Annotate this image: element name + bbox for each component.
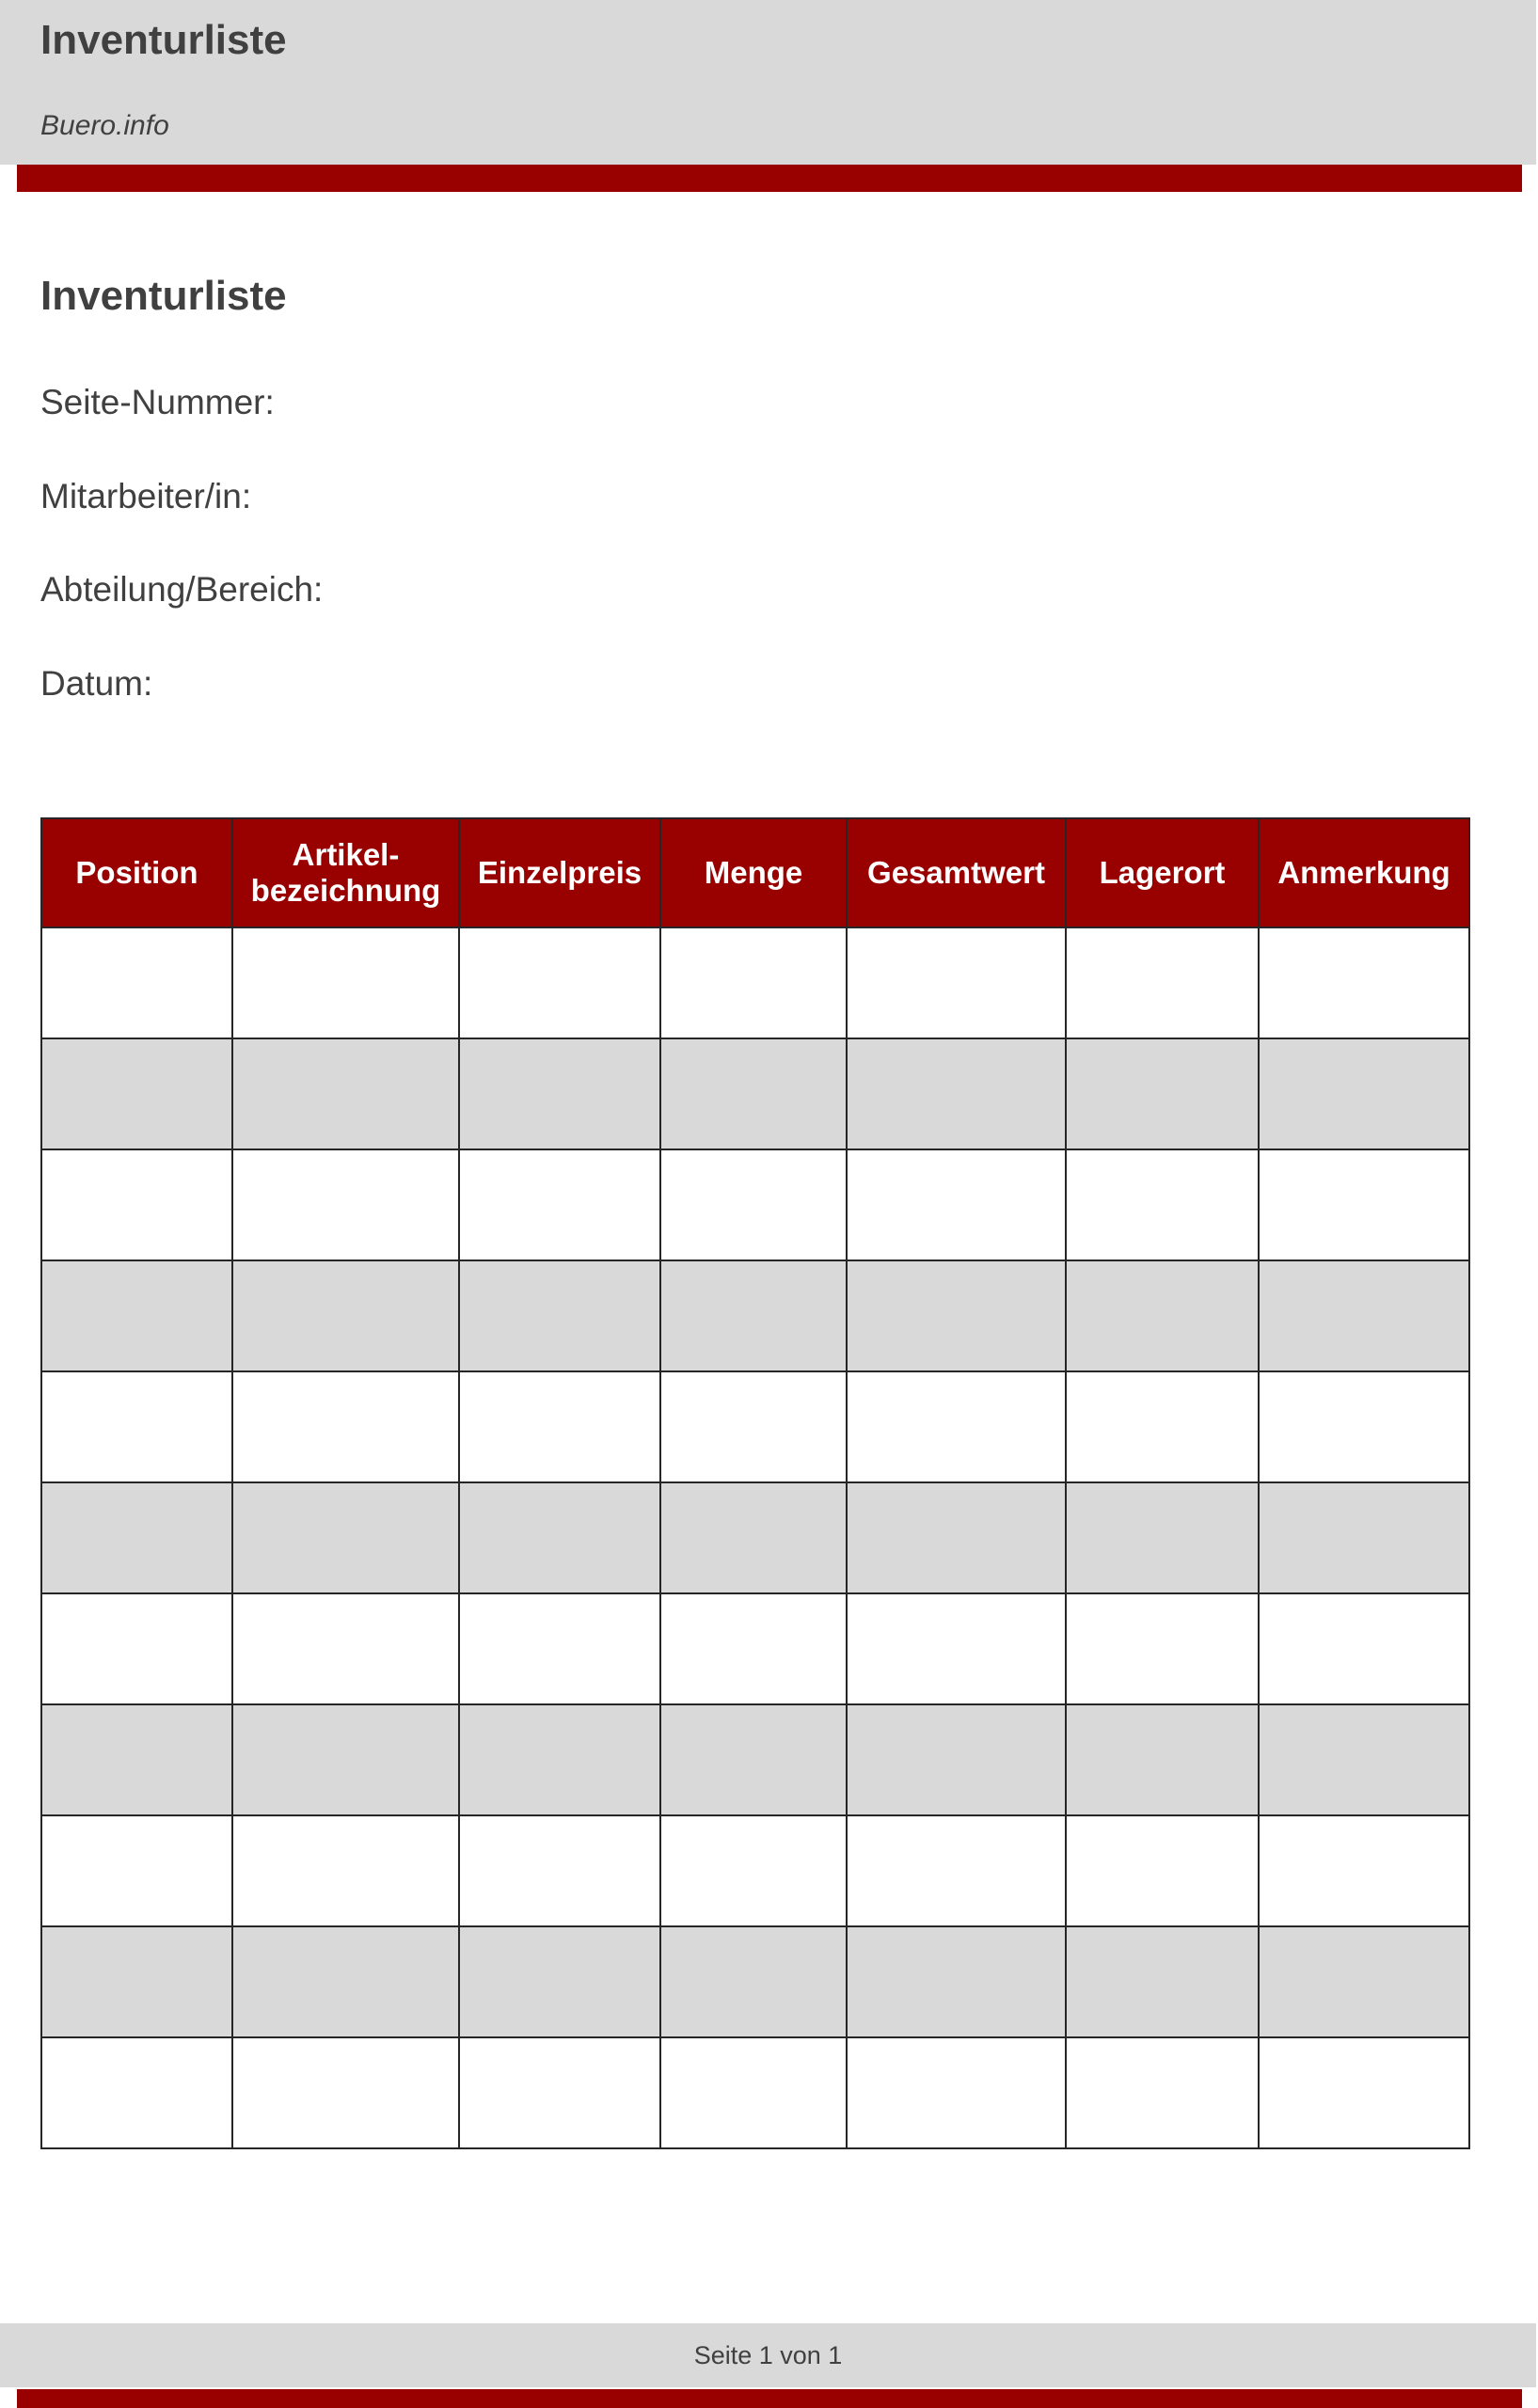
table-cell[interactable]: [1259, 1149, 1469, 1260]
table-cell[interactable]: [660, 1593, 847, 1704]
column-header-position: Position: [41, 818, 232, 927]
table-cell[interactable]: [660, 1926, 847, 2037]
table-cell[interactable]: [660, 927, 847, 1038]
table-cell[interactable]: [232, 1260, 459, 1371]
table-cell[interactable]: [1066, 2037, 1259, 2148]
footer-page-number: Seite 1 von 1: [693, 2341, 843, 2369]
table-cell[interactable]: [1259, 1482, 1469, 1593]
table-cell[interactable]: [232, 927, 459, 1038]
table-body: [41, 927, 1469, 2148]
table-cell[interactable]: [1066, 1149, 1259, 1260]
header-title: Inventurliste: [40, 17, 287, 63]
column-header-total-value: Gesamtwert: [847, 818, 1066, 927]
column-header-remark: Anmerkung: [1259, 818, 1469, 927]
table-cell[interactable]: [41, 927, 232, 1038]
table-cell[interactable]: [1259, 1704, 1469, 1815]
header-subtitle: Buero.info: [40, 110, 169, 141]
table-cell[interactable]: [1066, 1593, 1259, 1704]
table-row: [41, 1815, 1469, 1926]
table-cell[interactable]: [847, 927, 1066, 1038]
table-cell[interactable]: [459, 1371, 660, 1482]
table-cell[interactable]: [232, 1704, 459, 1815]
table-cell[interactable]: [660, 1038, 847, 1149]
table-cell[interactable]: [660, 1482, 847, 1593]
table-cell[interactable]: [660, 1149, 847, 1260]
table-cell[interactable]: [41, 1149, 232, 1260]
table-cell[interactable]: [847, 1704, 1066, 1815]
table-cell[interactable]: [459, 1149, 660, 1260]
table-cell[interactable]: [459, 1926, 660, 2037]
table-cell[interactable]: [660, 1815, 847, 1926]
table-cell[interactable]: [232, 2037, 459, 2148]
table-row: [41, 1926, 1469, 2037]
table-cell[interactable]: [847, 1593, 1066, 1704]
table-cell[interactable]: [1066, 1482, 1259, 1593]
table-cell[interactable]: [459, 1593, 660, 1704]
table-cell[interactable]: [41, 1926, 232, 2037]
table-cell[interactable]: [660, 2037, 847, 2148]
table-cell[interactable]: [1066, 927, 1259, 1038]
table-cell[interactable]: [232, 1593, 459, 1704]
table-cell[interactable]: [1259, 1815, 1469, 1926]
field-employee-label: Mitarbeiter/in:: [40, 477, 252, 515]
table-cell[interactable]: [1259, 1371, 1469, 1482]
table-header-row: [41, 818, 1469, 927]
table-row: [41, 1482, 1469, 1593]
table-cell[interactable]: [1259, 1260, 1469, 1371]
column-header-quantity: Menge: [660, 818, 847, 927]
table-cell[interactable]: [232, 1926, 459, 2037]
table-cell[interactable]: [232, 1038, 459, 1149]
table-cell[interactable]: [41, 1260, 232, 1371]
column-header-location: Lagerort: [1066, 818, 1259, 927]
table-cell[interactable]: [1066, 1815, 1259, 1926]
table-row: [41, 1260, 1469, 1371]
table-row: [41, 1371, 1469, 1482]
page-header: [0, 0, 1536, 165]
table-cell[interactable]: [459, 1260, 660, 1371]
header-accent-bar: [17, 165, 1522, 192]
document-title: Inventurliste: [40, 273, 287, 319]
table-row: [41, 1593, 1469, 1704]
table-cell[interactable]: [1066, 1038, 1259, 1149]
table-cell[interactable]: [660, 1260, 847, 1371]
table-row: [41, 1038, 1469, 1149]
table-cell[interactable]: [847, 2037, 1066, 2148]
table-cell[interactable]: [232, 1371, 459, 1482]
table-cell[interactable]: [41, 1482, 232, 1593]
table-cell[interactable]: [847, 1926, 1066, 2037]
table-cell[interactable]: [41, 1038, 232, 1149]
table-cell[interactable]: [1259, 927, 1469, 1038]
footer-accent-bar: [17, 2389, 1522, 2408]
inventory-table: [40, 817, 1470, 2149]
table-cell[interactable]: [1066, 1704, 1259, 1815]
table-cell[interactable]: [459, 1815, 660, 1926]
table-cell[interactable]: [459, 1482, 660, 1593]
table-cell[interactable]: [459, 1038, 660, 1149]
field-date-label: Datum:: [40, 664, 153, 703]
table-cell[interactable]: [847, 1149, 1066, 1260]
table-cell[interactable]: [41, 1593, 232, 1704]
table-cell[interactable]: [41, 1371, 232, 1482]
table-cell[interactable]: [847, 1038, 1066, 1149]
table-row: [41, 1704, 1469, 1815]
table-cell[interactable]: [459, 927, 660, 1038]
table-cell[interactable]: [459, 1704, 660, 1815]
table-cell[interactable]: [1259, 1038, 1469, 1149]
table-cell[interactable]: [1066, 1260, 1259, 1371]
table-cell[interactable]: [232, 1815, 459, 1926]
table-cell[interactable]: [459, 2037, 660, 2148]
field-page-number-label: Seite-Nummer:: [40, 383, 275, 421]
table-cell[interactable]: [1066, 1926, 1259, 2037]
table-row: [41, 1149, 1469, 1260]
table-cell[interactable]: [660, 1371, 847, 1482]
table-cell[interactable]: [41, 2037, 232, 2148]
table-cell[interactable]: [1259, 1593, 1469, 1704]
table-cell[interactable]: [1066, 1371, 1259, 1482]
table-row: [41, 2037, 1469, 2148]
table-cell[interactable]: [1259, 1926, 1469, 2037]
column-header-unit-price: Einzelpreis: [459, 818, 660, 927]
page-footer: [0, 2323, 1536, 2387]
table-cell[interactable]: [847, 1482, 1066, 1593]
table-cell[interactable]: [847, 1260, 1066, 1371]
table-cell[interactable]: [1259, 2037, 1469, 2148]
table-cell[interactable]: [232, 1149, 459, 1260]
table-cell[interactable]: [847, 1371, 1066, 1482]
table-cell[interactable]: [847, 1815, 1066, 1926]
table-cell[interactable]: [41, 1704, 232, 1815]
table-cell[interactable]: [41, 1815, 232, 1926]
table-cell[interactable]: [232, 1482, 459, 1593]
field-department-label: Abteilung/Bereich:: [40, 570, 324, 609]
column-header-article: Artikel- bezeichnung: [232, 818, 459, 927]
table-row: [41, 927, 1469, 1038]
table-cell[interactable]: [660, 1704, 847, 1815]
